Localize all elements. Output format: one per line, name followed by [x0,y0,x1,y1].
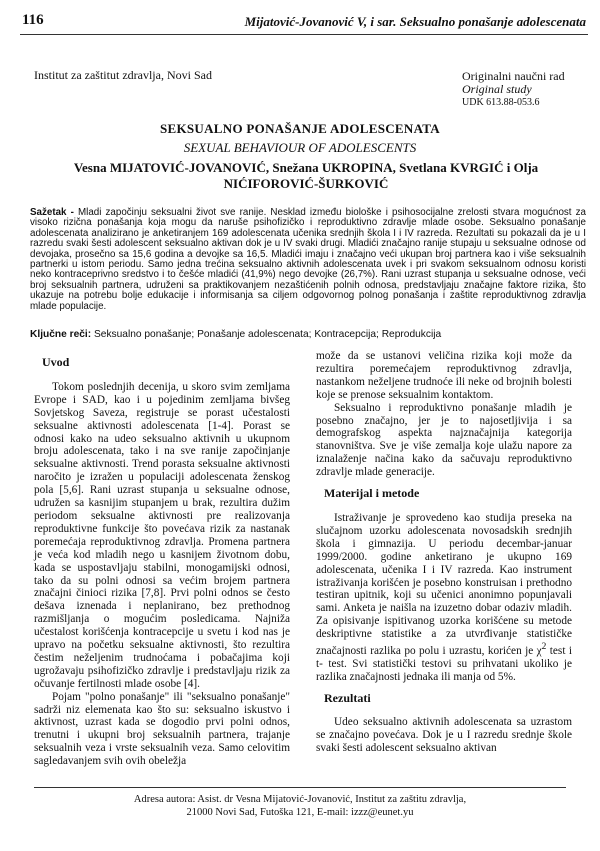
introduction-paragraph-2: Pojam "polno ponašanje" ili "seksualno ponašanje" sadrži niz elemenata kao što su: seksualno iskustvo i aktivnost, uzrast kada se dogodio prvi polni odnos, trenutni i ukupni broj seksualnih partnera, trajanje seksualnih veza i vrste seksualnih veza. Samo celovitim sagledavanjem svih ovih obeležja [34,690,290,768]
footer-address-line-2: 21000 Novi Sad, Futoška 121, E-mail: izzz@eunet.yu [186,807,414,818]
introduction-paragraph-1: Tokom poslednjih decenija, u skoro svim zemljama Evrope i SAD, kao i u pojedinim zemljama bivšeg Sovjetskog Saveza, registruje se porast učestalosti seksualne aktivnosti adolescenata [1-4]. Porast se odnosi kako na udeo seksualno aktivnih u ukupnom broju adolescenata, tako i na sve ranije započinjanje seksualne aktivnosti. Trend porasta seksualne aktivnosti naročito je izražen u populaciji adolescenata ženskog pola [5,6]. Rani uzrast stupanja u seksualne odnose, udružen sa kasnijim stupanjem u brak, rezultira dužim periodom seksualne aktivnosti pre realizovanja reproduktivne funkcije što povećava rizik za nastanak poremećaja reproduktivnog zdravlja. Promena partnera je veća kod mladih nego u kasnijem životnom dobu, kada se uspostavljaju stabilni, monogamijski odnosi, tako da su polni odnosi sa većim brojem partnera značajni činioci rizika [7,8]. Prvi polni odnos se često dešava iznenada i neplanirano, bez prethodnog razmišljanja o mogućim posledicama. Najniža učestalost korišćenja kontracepcije u svetu i kod nas je upravo na početku seksualne aktivnosti, što rezultira čestim neželjenim trudnoćama i pobačajima koji ugrožavaju psihofizičko zdravlje i predstavljaju rizik za očuvanje fertilnosti mlade osobe [4]. [34,380,290,690]
page-number: 116 [22,12,44,28]
introduction-continued-paragraph: može da se ustanovi veličina rizika koji može da rezultira poremećajem reproduktivnog zdravlja, nastankom neželjene trudnoće ili neke od brojnih bolesti koje se prenose seksualnim kontaktom. [316,350,572,401]
methods-text-part-2: test i t- test. Svi statistički testovi su prihvatani ukoliko je razlika značajnosti jednaka ili manja od 5%. [316,644,572,683]
footer-address-line-1: Adresa autora: Asist. dr Vesna Mijatović-Jovanović, Institut za zaštitu zdravlja, [133,794,467,805]
methods-text-part-1: Istraživanje je sprovedeno kao studija preseka na slučajnom uzorku adolescenata novosadskih srednjih škola i gimnazija. U periodu decembar-januar 1999/2000. godine anketirano je ukupno 169 adolescenata, učenika I i IV razreda. Kao instrument istraživanja korišćen je posebno konstruisan i prethodno testiran upitnik, koji su učenici anonimno popunjavali sami. Anketa je naišla na izuzetno dobar odaziv mladih. Za opisivanje ispitivanog uzorka korišćene su metode deskriptivne statistike a za utvrđivanje statističke značajnosti razlika po polu i uzrastu, korićen je χ [316,511,572,657]
keywords-text: Seksualno ponašanje; Ponašanje adolescenata; Kontracepcija; Reprodukcija [91,329,442,340]
header-divider [20,34,588,35]
keywords-label: Ključne reči: [30,329,92,340]
keywords [30,329,586,340]
article-subtitle-english: SEXUAL BEHAVIOUR OF ADOLESCENTS [183,140,417,155]
document-type-block [462,70,565,109]
institute-affiliation: Institut za zaštitut zdravlja, Novi Sad [34,68,212,82]
chi-square-superscript: 2 [541,642,547,653]
author-address-footer [0,793,600,819]
udk-code: UDK 613.88-053.6 [462,97,540,108]
section-heading-results: Rezultati [324,690,371,705]
section-heading-introduction: Uvod [42,355,70,369]
doc-type-serbian: Originalni naučni rad [462,69,565,83]
methods-paragraph [316,512,572,684]
left-column [34,350,290,768]
introduction-paragraph-3: Seksualno i reproduktivno ponašanje mladih je posebno značajno, jer je to najosetljivija i sa demografskog aspekta najznačajnija kategorija stanovništva. Sve je više zemalja koje ulažu napore za iznalaženje načina kako da sačuvaju reproduktivno zdravlje mlade generacije. [316,401,572,479]
footer-divider [34,787,566,788]
running-title: Mijatović-Jovanović V, i sar. Seksualno ponašanje adolescenata [244,14,586,29]
section-heading-methods: Materijal i metode [324,486,420,501]
right-column [316,350,572,755]
doc-type-english: Original study [462,82,532,96]
article-title: SEKSUALNO PONAŠANJE ADOLESCENATA [159,121,440,136]
author-list: Vesna MIJATOVIĆ-JOVANOVIĆ, Snežana UKROPINA, Svetlana KVRGIĆ i Olja NIĆIFOROVIĆ-ŠURKOVIĆ [73,160,539,191]
abstract [30,208,586,312]
results-paragraph: Udeo seksualno aktivnih adolescenata sa uzrastom se značajno povećava. Dok je u I razredu srednje škole svaki šesti adolescent seksualno aktivan [316,716,572,755]
abstract-label: Sažetak - [30,207,74,218]
abstract-text: Mladi započinju seksualni život sve ranije. Nesklad između biološke i psihosocijalne zrelosti stvara mogućnost za visoko rizična ponašanja koja mogu da naruše psihofizičko i reproduktivno zdravlje mlade osobe. Seksualno ponašanje adolescenata analizirano je anketiranjem 169 adolescenata učenika srednjih škola I i IV razreda. Rezultati su pokazali da je u I razredu svaki šesti adolescent seksualno aktivan dok je u IV svaki drugi. Mladići značajno ranije stupaju u seksualne odnose od devojaka, prosečno sa 15,6 godina a devojke sa 16,5. Mladići imaju i značajno veći ukupan broj partnera kao i više seksualnih partnerki u istom periodu. Samo jedna trećina seksualno aktivnih adolescenata uvek i pri svakom seksualnom odnosu koristi neko kontraceprivno sredstvo i to češće mladići (41,9%) nego devojke (26,7%). Rani uzrast stupanja u seksualne odnose, veći broj seksualnih partnera, udruženi sa praktikovanjem nezaštićenih polnih odnosa, predstavljaju značajne faktore rizika, što ukazuje na potrebu bolje edukacije i informisanja sa ciljem odgovornog polnog ponašanja i zaštite reproduktivnog zdravlja mlade populacije. [30,207,586,312]
